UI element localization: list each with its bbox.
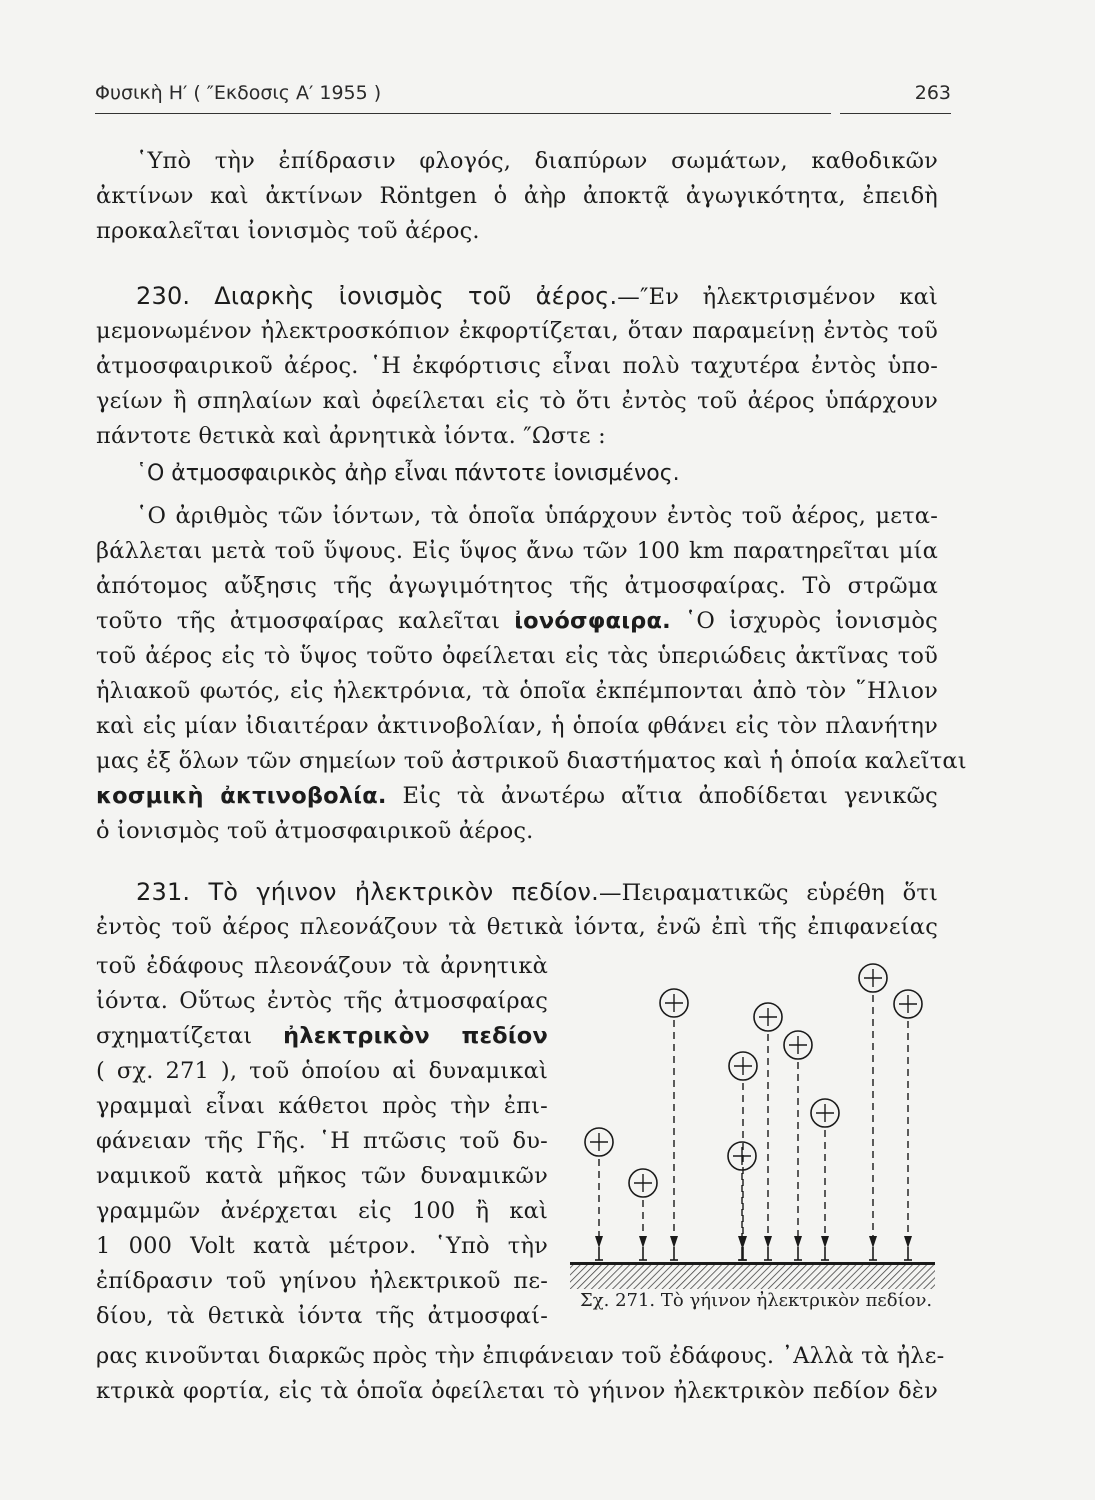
positive-ion (585, 1128, 613, 1260)
text-line: γείων ἢ σπηλαίων καὶ ὀφείλεται εἰς τὸ ὅτι ἐντὸς τοῦ ἀέρος ὑπάρχουν (96, 388, 938, 414)
positive-ion (784, 1031, 812, 1260)
header-rule (840, 113, 951, 114)
text-run: Εἰς τὰ ἀνωτέρω αἴτια ἀποδίδεται γενικῶς (386, 783, 938, 809)
arrow-down-icon (904, 1236, 912, 1248)
text-line: ἀκτίνων καὶ ἀκτίνων Röntgen ὁ ἀὴρ ἀποκτᾷ ἀγωγικότητα, ἐπειδὴ (96, 183, 938, 209)
book-title: Φυσικὴ Η′ ( ″Εκδοσις Α′ 1955 ) (95, 82, 382, 104)
section-231-heading-line (136, 877, 938, 908)
text-run: —″Εν ἠλεκτρισμένον καὶ (617, 284, 938, 310)
text-line: ῾Ο ἀριθμὸς τῶν ἰόντων, τὰ ὁποῖα ὑπάρχουν ἐντὸς τοῦ ἀέρος, μετα- (136, 503, 938, 529)
term-ionosphere: ἰονόσφαιρα. (514, 608, 671, 634)
positive-ion (660, 989, 688, 1260)
arrow-down-icon (869, 1236, 877, 1248)
text-line: μεμονωμένον ἠλεκτροσκόπιον ἐκφορτίζεται, ὅταν παραμείνῃ ἐντὸς τοῦ (96, 318, 938, 344)
text-line: ναμικοῦ κατὰ μῆκος τῶν δυναμικῶν (96, 1163, 548, 1189)
positive-ion (811, 1099, 839, 1260)
text-line: ῾Υπὸ τὴν ἐπίδρασιν φλογός, διαπύρων σωμάτων, καθοδικῶν (136, 148, 938, 174)
term-electric-field: ἠλεκτρικὸν πεδίον (283, 1023, 548, 1049)
text-line: γραμμῶν ἀνέρχεται εἰς 100 ἢ καὶ (96, 1198, 548, 1224)
ground-surface-line (570, 1262, 935, 1265)
text-line: 1 000 Volt κατὰ μέτρον. ῾Υπὸ τὴν (96, 1233, 548, 1259)
arrow-down-icon (764, 1236, 772, 1248)
key-statement: ῾Ο ἀτμοσφαιρικὸς ἀὴρ εἶναι πάντοτε ἰονισμένος. (136, 461, 680, 486)
text-line: ρας κινοῦνται διαρκῶς πρὸς τὴν ἐπιφάνειαν τοῦ ἐδάφους. ᾿Αλλὰ τὰ ἠλε- (96, 1343, 945, 1369)
text-line: ἀτμοσφαιρικοῦ ἀέρος. ῾Η ἐκφόρτισις εἶναι πολὺ ταχυτέρα ἐντὸς ὑπο- (96, 353, 938, 379)
text-run: —Πειραματικῶς εὑρέθη ὅτι (598, 880, 938, 906)
positive-ion (629, 1169, 657, 1260)
text-line: βάλλεται μετὰ τοῦ ὕψους. Εἰς ὕψος ἄνω τῶν 100 km παρατηρεῖται μία (96, 538, 938, 564)
arrow-down-icon (595, 1236, 603, 1248)
section-title: 231. Τὸ γήινον ἠλεκτρικὸν πεδίον. (136, 878, 599, 906)
text-run: σχηματίζεται (96, 1023, 284, 1049)
term-cosmic-radiation: κοσμικὴ ἀκτινοβολία. (96, 783, 387, 809)
text-line (96, 606, 938, 636)
text-line: ὁ ἰονισμὸς τοῦ ἀτμοσφαιρικοῦ ἀέρος. (96, 818, 534, 844)
text-line: προκαλεῖται ἰονισμὸς τοῦ ἀέρος. (96, 218, 480, 244)
arrow-down-icon (639, 1236, 647, 1248)
positive-ion (754, 1003, 782, 1260)
text-line (96, 1021, 548, 1051)
text-line: δίου, τὰ θετικὰ ἰόντα τῆς ἀτμοσφαί- (96, 1303, 548, 1329)
arrow-down-icon (794, 1236, 802, 1248)
header-rule (95, 113, 831, 114)
figure-caption: Σχ. 271. Τὸ γήινον ἠλεκτρικὸν πεδίον. (580, 1290, 933, 1311)
text-line: τοῦ ἐδάφους πλεονάζουν τὰ ἀρνητικὰ (96, 953, 548, 979)
arrow-down-icon (821, 1236, 829, 1248)
text-line: ( σχ. 271 ), τοῦ ὁποίου αἱ δυναμικαὶ (96, 1058, 548, 1084)
text-line (96, 781, 938, 811)
positive-ion (859, 964, 887, 1260)
ground-hatching (570, 1265, 935, 1289)
text-line: ἡλιακοῦ φωτός, εἰς ἠλεκτρόνια, τὰ ὁποῖα ἐκπέμπονται ἀπὸ τὸν ῞Ηλιον (96, 678, 938, 704)
positive-ion (894, 990, 922, 1260)
text-line: ἰόντα. Οὕτως ἐντὸς τῆς ἀτμοσφαίρας (96, 988, 548, 1014)
text-line: ἐπίδρασιν τοῦ γηίνου ἠλεκτρικοῦ πε- (96, 1268, 548, 1294)
text-line: φάνειαν τῆς Γῆς. ῾Η πτῶσις τοῦ δυ- (96, 1128, 548, 1154)
text-line: τοῦ ἀέρος εἰς τὸ ὕψος τοῦτο ὀφείλεται εἰς τὰς ὑπεριώδεις ἀκτῖνας τοῦ (96, 643, 938, 669)
figure-271-earth-electric-field (560, 945, 960, 1305)
text-line: κτρικὰ φορτία, εἰς τὰ ὁποῖα ὀφείλεται τὸ γήινον ἠλεκτρικὸν πεδίον δὲν (96, 1378, 938, 1404)
section-title: 230. Διαρκὴς ἰονισμὸς τοῦ ἀέρος. (136, 282, 618, 310)
page-number: 263 (914, 82, 951, 104)
text-run: τοῦτο τῆς ἀτμοσφαίρας καλεῖται (96, 608, 515, 634)
text-line: γραμμαὶ εἶναι κάθετοι πρὸς τὴν ἐπι- (96, 1093, 548, 1119)
arrow-down-icon (670, 1236, 678, 1248)
text-line: πάντοτε θετικὰ καὶ ἀρνητικὰ ἰόντα. ″Ωστε : (96, 423, 606, 449)
section-230-heading-line (136, 281, 938, 312)
text-line: μας ἐξ ὅλων τῶν σημείων τοῦ ἀστρικοῦ διαστήματος καὶ ἡ ὁποία καλεῖται (96, 748, 967, 774)
text-line: ἐντὸς τοῦ ἀέρος πλεονάζουν τὰ θετικὰ ἰόντα, ἐνῶ ἐπὶ τῆς ἐπιφανείας (96, 914, 938, 940)
text-line: ἀπότομος αὔξησις τῆς ἀγωγιμότητος τῆς ἀτμοσφαίρας. Τὸ στρῶμα (96, 573, 938, 599)
text-line: καὶ εἰς μίαν ἰδιαιτέραν ἀκτινοβολίαν, ἡ ὁποία φθάνει εἰς τὸν πλανήτην (96, 713, 938, 739)
text-run: ῾Ο ἰσχυρὸς ἰονισμὸς (670, 608, 938, 634)
